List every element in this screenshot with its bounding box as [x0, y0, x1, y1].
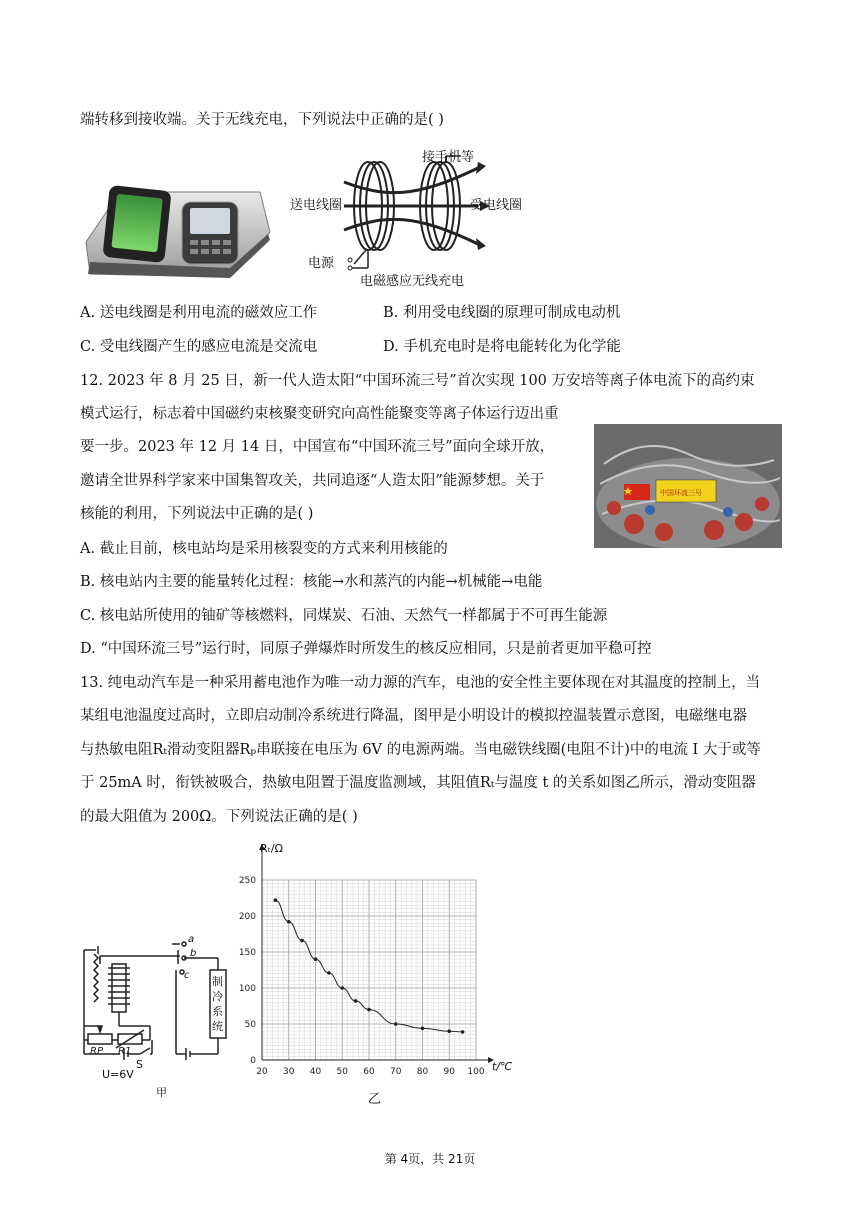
x-tick-label: 60 — [363, 1067, 375, 1077]
q12-line-4: 邀请全世界科学家来中国集智攻关，共同追逐“人造太阳”能源梦想。关于 — [80, 473, 545, 489]
send-coil-label: 送电线圈 — [290, 198, 343, 213]
y-tick-label: 100 — [238, 984, 256, 994]
y-tick-label: 0 — [250, 1056, 256, 1066]
chart-xlabel: t/℃ — [492, 1060, 513, 1073]
rt-label: R1 — [118, 1046, 132, 1057]
data-point — [394, 1022, 398, 1026]
q13-line-5: 的最大阻值为 200Ω。下列说法正确的是( ) — [80, 809, 358, 825]
q13-line-1: 13. 纯电动汽车是一种采用蓄电池作为唯一动力源的汽车，电池的安全性主要体现在对其温度的控制上，当 — [80, 675, 761, 691]
data-point — [314, 957, 318, 961]
q11-option-c: C. 受电线圈产生的感应电流是交流电 — [80, 339, 318, 355]
data-point — [287, 920, 291, 924]
rp-label: RP — [90, 1046, 103, 1057]
chart-ylabel: Rₜ/Ω — [260, 842, 283, 855]
y-tick-label: 150 — [238, 948, 256, 958]
data-point — [274, 898, 278, 902]
q12-option-d: D. “中国环流三号”运行时，同原子弹爆炸时所发生的核反应相同，只是前者更加平稳可控 — [80, 641, 652, 657]
q13-line-2: 某组电池温度过高时，立即启动制冷系统进行降温，图甲是小明设计的模拟控温装置示意图，电磁继电器 — [80, 708, 747, 724]
q11-option-d: D. 手机充电时是将电能转化为化学能 — [383, 339, 621, 355]
circuit-caption: 甲 — [156, 1086, 167, 1099]
circuit-diagram — [80, 930, 240, 1100]
data-point — [327, 971, 331, 975]
q13-line-3: 与热敏电阻Rₜ滑动变阻器Rₚ串联接在电压为 6V 的电源两端。当电磁铁线圈(电阻不计)中的电流 I 大于或等 — [80, 742, 761, 758]
data-point — [340, 986, 344, 990]
q12-option-c: C. 核电站所使用的铀矿等核燃料，同煤炭、石油、天然气一样都属于不可再生能源 — [80, 608, 608, 624]
terminal-b: b — [190, 948, 197, 959]
tokamak-photo — [594, 424, 782, 548]
photo-sign: 中国环流三号 — [660, 489, 702, 497]
data-point — [367, 1008, 371, 1012]
q11-stem-tail: 端转移到接收端。关于无线充电，下列说法中正确的是( ) — [80, 112, 444, 128]
y-tick-label: 200 — [238, 912, 256, 922]
q12-line-5: 核能的利用，下列说法中正确的是( ) — [80, 506, 314, 522]
q13-line-4: 于 25mA 时，衔铁被吸合，热敏电阻置于温度监测域，其阻值Rₜ与温度 t 的关系如图乙所示，滑动变阻器 — [80, 775, 756, 791]
y-tick-label: 250 — [238, 876, 256, 886]
data-point — [447, 1029, 451, 1033]
x-tick-label: 80 — [416, 1067, 429, 1077]
data-point — [354, 999, 358, 1003]
y-tick-label: 50 — [244, 1020, 256, 1030]
source-label: 电源 — [308, 256, 335, 271]
q12-line-3: 要一步。2023 年 12 月 14 日，中国宣布“中国环流三号”面向全球开放， — [80, 439, 555, 455]
data-point — [461, 1030, 465, 1034]
q12-line-1: 12. 2023 年 8 月 25 日，新一代人造太阳“中国环流三号”首次实现 100 万安培等离子体电流下的高约束 — [80, 373, 755, 389]
recv-coil-label: 受电线圈 — [470, 198, 523, 213]
q11-option-b: B. 利用受电线圈的原理可制成电动机 — [383, 305, 621, 321]
data-point — [421, 1027, 425, 1031]
x-tick-label: 30 — [283, 1067, 295, 1077]
x-tick-label: 50 — [336, 1067, 348, 1077]
x-tick-label: 40 — [309, 1067, 322, 1077]
q11-option-a: A. 送电线圈是利用电流的磁效应工作 — [80, 305, 318, 321]
q12-line-2: 模式运行，标志着中国磁约束核聚变研究向高性能聚变等离子体运行迈出重 — [80, 406, 559, 422]
terminal-a: a — [188, 934, 195, 945]
cooling-system-label: 制冷系统 — [212, 975, 223, 1033]
x-tick-label: 70 — [390, 1067, 402, 1077]
terminal-c: c — [184, 970, 190, 981]
x-tick-label: 100 — [467, 1067, 485, 1077]
data-point — [300, 939, 304, 943]
chart-svg — [236, 838, 512, 1110]
q12-option-b: B. 核电站内主要的能量转化过程：核能→水和蒸汽的内能→机械能→电能 — [80, 574, 543, 590]
x-tick-label: 90 — [443, 1067, 455, 1077]
induction-coil-diagram — [286, 146, 546, 290]
q12-option-a: A. 截止目前，核电站均是采用核裂变的方式来利用核能的 — [80, 541, 448, 557]
x-tick-label: 20 — [256, 1067, 268, 1077]
switch-label: S — [136, 1058, 143, 1071]
wireless-charger-photo — [80, 162, 274, 282]
rt-temperature-chart — [236, 838, 512, 1110]
page-footer: 第 4页，共 21页 — [384, 1152, 476, 1166]
coil-caption: 电磁感应无线充电 — [360, 274, 465, 289]
graph-caption: 乙 — [368, 1092, 382, 1107]
phone-label: 接手机等 — [422, 150, 475, 165]
voltage-label: U=6V — [102, 1068, 134, 1081]
